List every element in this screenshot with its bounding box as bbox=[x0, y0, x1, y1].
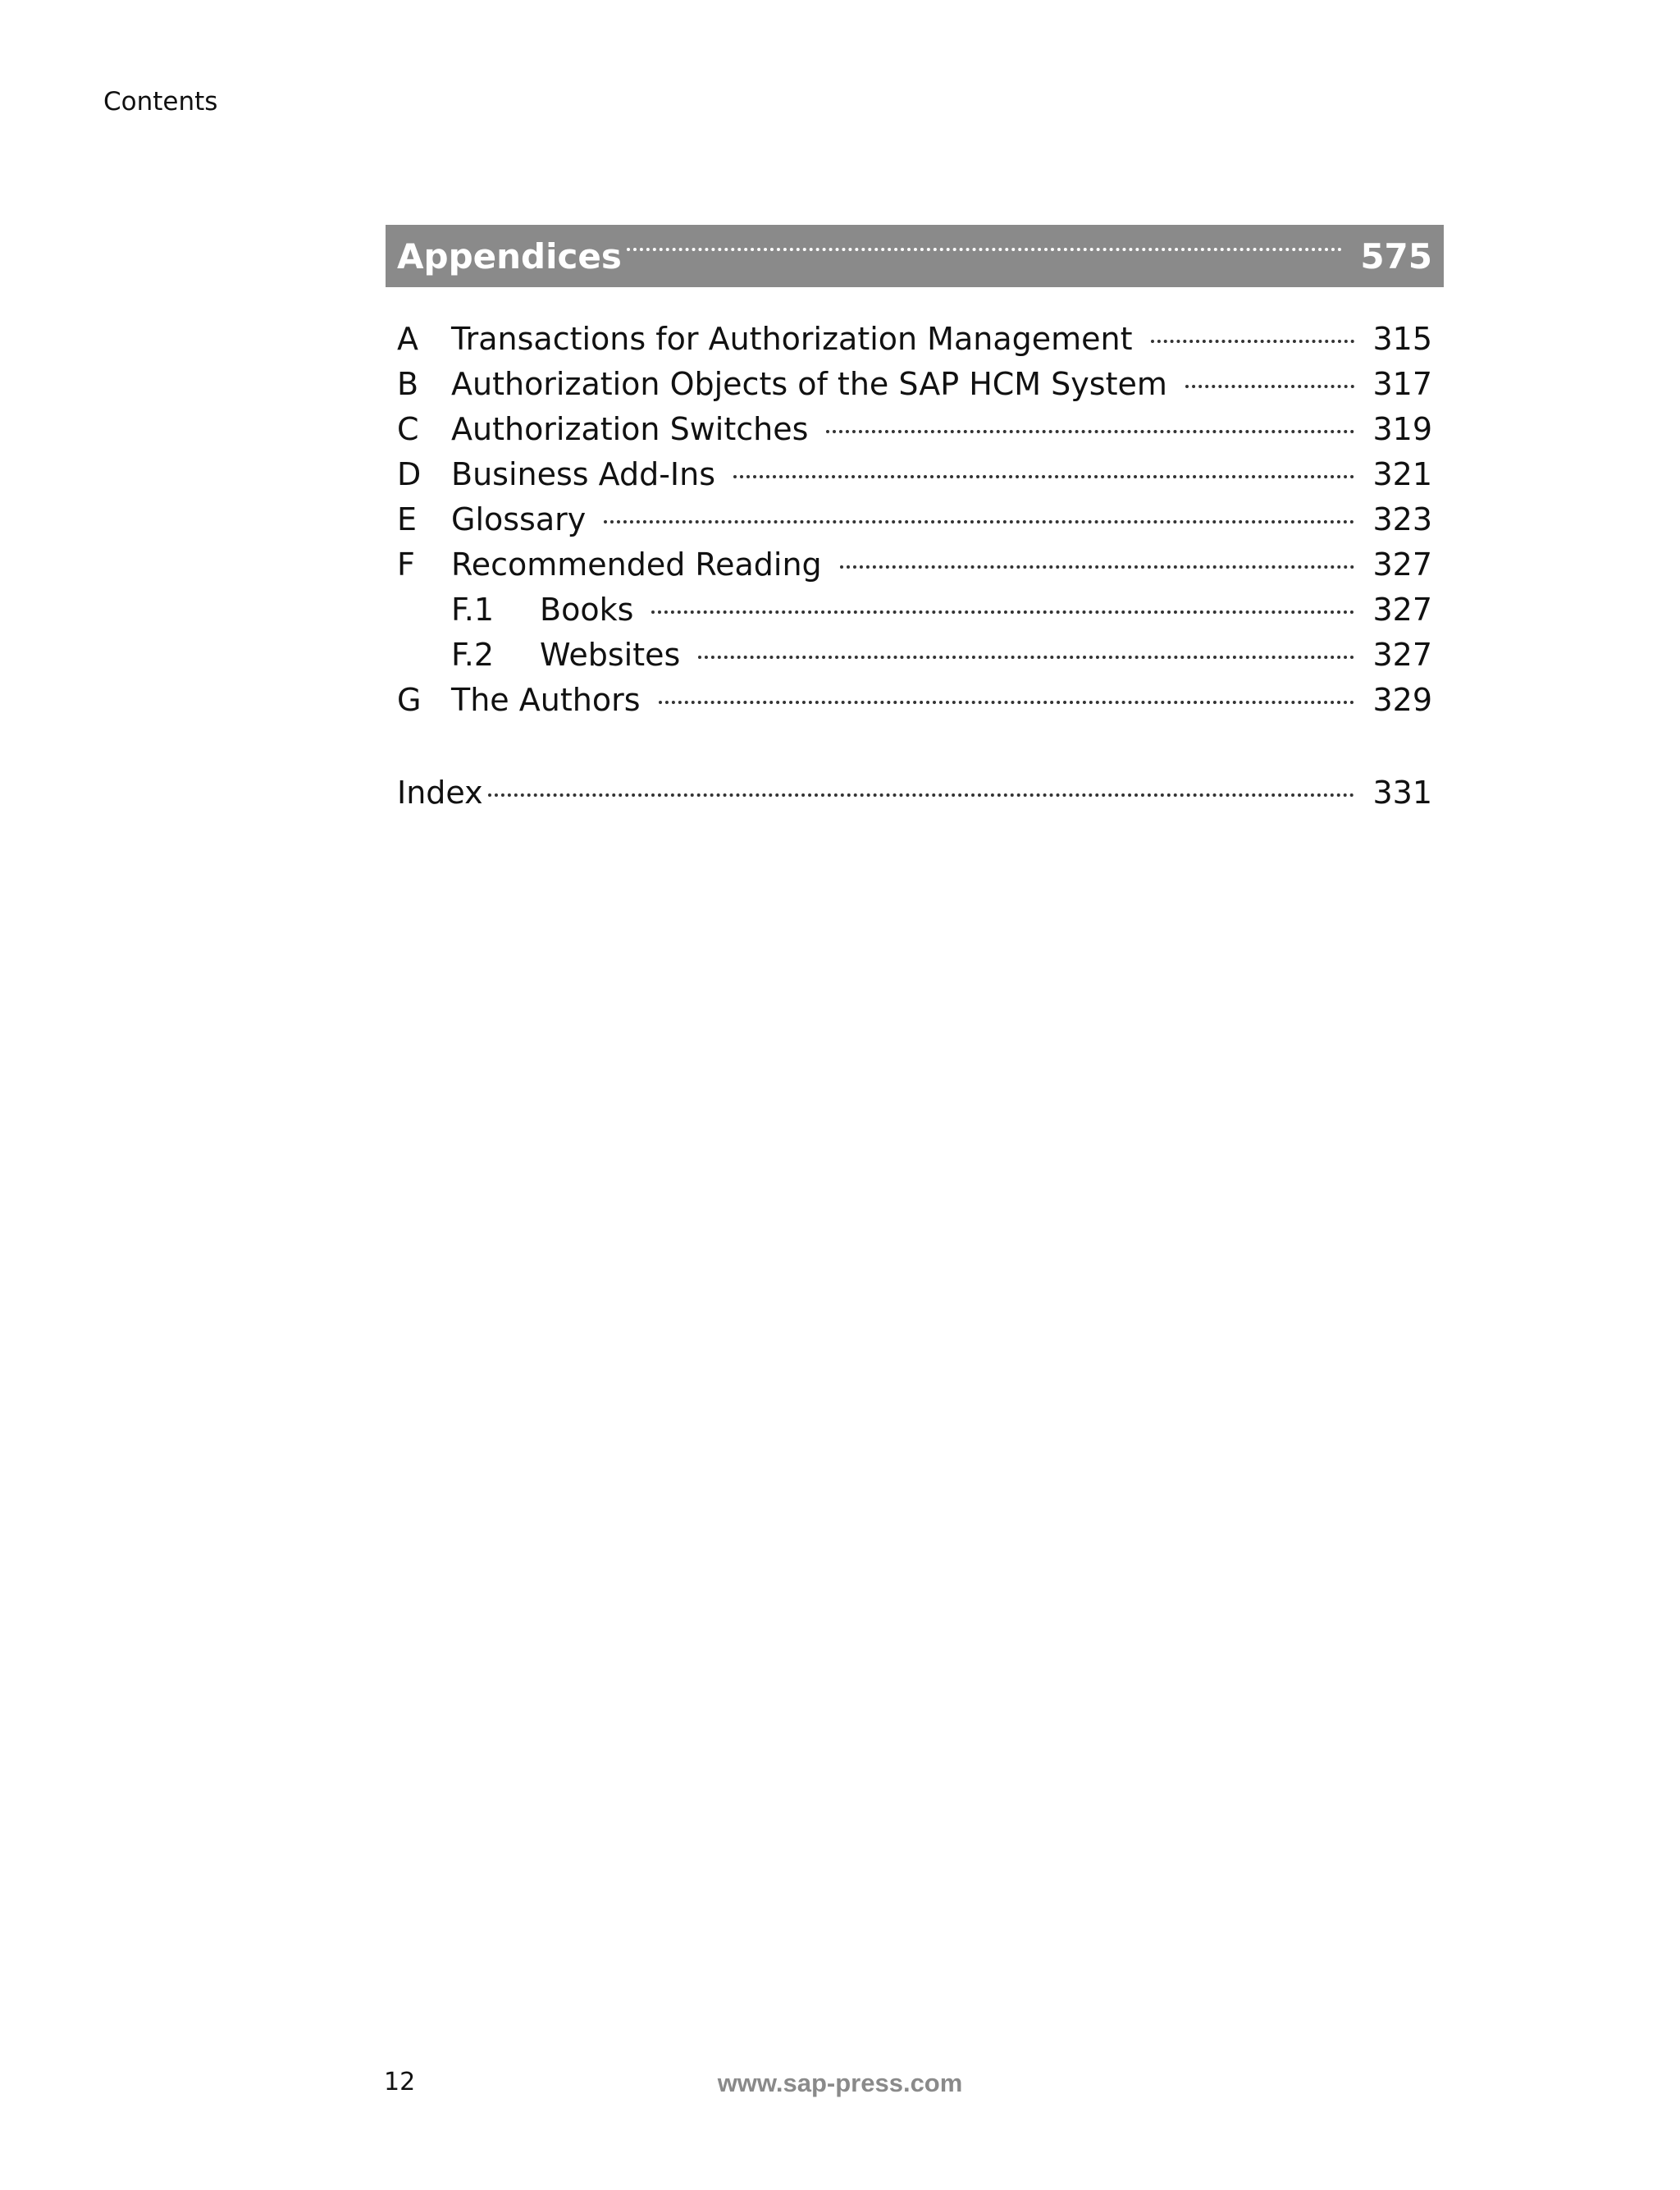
entry-title: Business Add-Ins bbox=[451, 456, 716, 492]
subentry-title: Websites bbox=[540, 637, 681, 673]
dot-leader bbox=[1151, 340, 1355, 343]
subentry-number: F.2 bbox=[451, 637, 495, 673]
entry-page-number: 327 bbox=[1372, 546, 1432, 583]
entry-title: The Authors bbox=[451, 682, 641, 718]
subentry-title: Books bbox=[540, 592, 634, 628]
running-head: Contents bbox=[103, 87, 218, 117]
entry-title: Authorization Switches bbox=[451, 411, 809, 447]
subentry-page-number: 327 bbox=[1372, 592, 1432, 628]
toc-entry-c[interactable] bbox=[386, 407, 1444, 452]
entry-letter: A bbox=[397, 321, 418, 357]
toc-subentry-f2[interactable] bbox=[386, 633, 1444, 678]
entry-title: Recommended Reading bbox=[451, 546, 822, 583]
footer-url: www.sap-press.com bbox=[717, 2069, 963, 2097]
dot-leader bbox=[733, 475, 1354, 478]
entry-letter: E bbox=[397, 501, 418, 537]
entry-page-number: 329 bbox=[1372, 682, 1432, 718]
entry-page-number: 317 bbox=[1372, 366, 1432, 402]
toc-entry-a[interactable] bbox=[386, 317, 1444, 362]
part-page-number: 575 bbox=[1360, 235, 1432, 277]
entry-page-number: 323 bbox=[1372, 501, 1432, 537]
part-heading-appendices[interactable] bbox=[386, 225, 1444, 287]
entry-title: Authorization Objects of the SAP HCM System bbox=[451, 366, 1167, 402]
entry-title: Glossary bbox=[451, 501, 587, 537]
toc-subentry-f1[interactable] bbox=[386, 588, 1444, 633]
toc-entry-index[interactable] bbox=[386, 770, 1444, 816]
entry-letter: D bbox=[397, 456, 422, 492]
entry-page-number: 315 bbox=[1372, 321, 1432, 357]
part-title: Appendices bbox=[397, 235, 622, 277]
page-number: 12 bbox=[384, 2068, 416, 2096]
table-of-contents bbox=[386, 225, 1444, 816]
entry-title: Transactions for Authorization Management bbox=[451, 321, 1133, 357]
toc-entry-e[interactable] bbox=[386, 497, 1444, 542]
dot-leader bbox=[659, 701, 1355, 704]
index-page-number: 331 bbox=[1372, 775, 1432, 811]
dot-leader bbox=[840, 565, 1355, 569]
subentry-number: F.1 bbox=[451, 592, 495, 628]
dot-leader bbox=[651, 610, 1354, 614]
entry-letter: F bbox=[397, 546, 415, 583]
appendix-entries bbox=[386, 317, 1444, 723]
entry-letter: C bbox=[397, 411, 419, 447]
toc-entry-g[interactable] bbox=[386, 678, 1444, 723]
subentry-page-number: 327 bbox=[1372, 637, 1432, 673]
index-title: Index bbox=[397, 775, 483, 811]
toc-entry-f[interactable] bbox=[386, 542, 1444, 588]
entry-page-number: 321 bbox=[1372, 456, 1432, 492]
dot-leader bbox=[698, 656, 1354, 659]
dot-leader bbox=[604, 520, 1354, 523]
entry-letter: G bbox=[397, 682, 422, 718]
dot-leader bbox=[826, 430, 1354, 433]
toc-entry-b[interactable] bbox=[386, 362, 1444, 407]
toc-entry-d[interactable] bbox=[386, 452, 1444, 497]
dot-leader bbox=[627, 248, 1342, 251]
dot-leader bbox=[1185, 385, 1355, 388]
entry-page-number: 319 bbox=[1372, 411, 1432, 447]
entry-letter: B bbox=[397, 366, 419, 402]
dot-leader bbox=[488, 793, 1355, 797]
